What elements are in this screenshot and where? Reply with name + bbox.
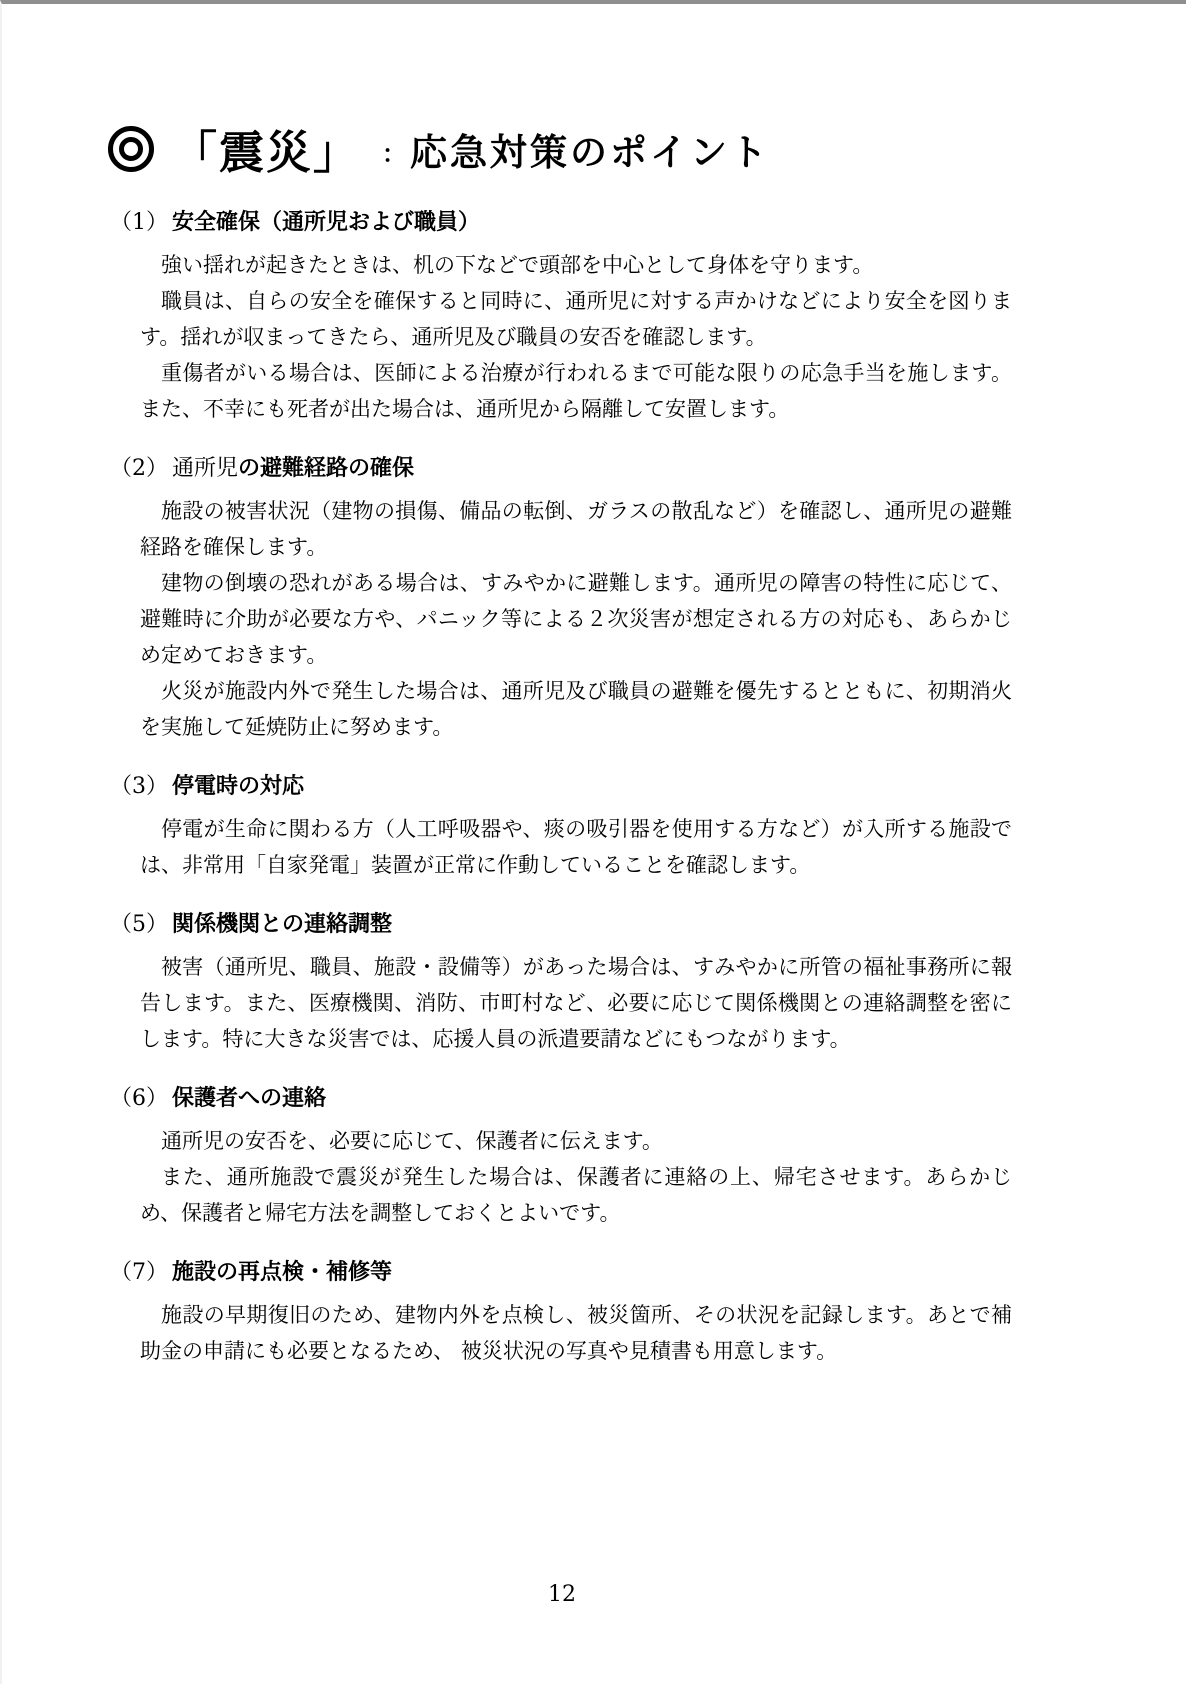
section-heading-text: 施設の再点検・補修等 <box>172 1260 393 1285</box>
section-heading <box>110 1084 1108 1114</box>
paragraph: 施設の被害状況（建物の損傷、備品の転倒、ガラスの散乱など）を確認し、通所児の避難経路を確保します。 <box>140 499 1012 559</box>
section-heading <box>110 208 1108 238</box>
section-number: （6） <box>110 1086 168 1111</box>
double-circle-icon <box>108 126 154 172</box>
section-heading-text: 安全確保（通所児および職員） <box>172 210 481 235</box>
page-title <box>108 116 1108 181</box>
section-number: （3） <box>110 774 168 799</box>
section-power-outage <box>108 772 1108 883</box>
page-number: 12 <box>548 1582 576 1607</box>
section-heading <box>110 1258 1108 1288</box>
section-heading-text: 保護者への連絡 <box>172 1086 327 1111</box>
section-heading-text: 停電時の対応 <box>172 774 305 799</box>
section-number: （2） <box>110 456 168 481</box>
section-number: （1） <box>110 210 168 235</box>
section-guardian-contact <box>108 1084 1108 1231</box>
paragraph: 強い揺れが起きたときは、机の下などで頭部を中心として身体を守ります。 <box>161 253 874 277</box>
section-heading <box>110 772 1108 802</box>
paragraph: 建物の倒壊の恐れがある場合は、すみやかに避難します。通所児の障害の特性に応じて、避難時に介助が必要な方や、パニック等による２次災害が想定される方の対応も、あらかじめ定めておきます。 <box>140 571 1012 667</box>
section-agency-coordination <box>108 910 1108 1057</box>
section-evacuation-route <box>108 454 1108 745</box>
paragraph: 通所児の安否を、必要に応じて、保護者に伝えます。 <box>161 1129 663 1153</box>
title-main-text: 「震災」 <box>172 126 361 179</box>
section-heading-pre: 通所児 <box>172 456 239 481</box>
paragraph: 停電が生命に関わる方（人工呼吸器や、痰の吸引器を使用する方など）が入所する施設では、非常用「自家発電」装置が正常に作動していることを確認します。 <box>140 817 1012 877</box>
section-facility-reinspection <box>108 1258 1108 1369</box>
section-number: （7） <box>110 1260 168 1285</box>
paragraph: また、通所施設で震災が発生した場合は、保護者に連絡の上、帰宅させます。あらかじめ、保護者と帰宅方法を調整しておくとよいです。 <box>140 1165 1012 1225</box>
title-colon: ： <box>382 140 407 168</box>
section-heading <box>110 910 1108 940</box>
paragraph: 職員は、自らの安全を確保すると同時に、通所児に対する声かけなどにより安全を図ります。揺れが収まってきたら、通所児及び職員の安否を確認します。 <box>140 289 1012 349</box>
title-sub-text: 応急対策のポイント <box>410 130 771 174</box>
paragraph: 被害（通所児、職員、施設・設備等）があった場合は、すみやかに所管の福祉事務所に報告します。また、医療機関、消防、市町村など、必要に応じて関係機関との連絡調整を密にします。特に大きな災害では、応援人員の派遣要請などにもつながります。 <box>140 955 1012 1051</box>
section-safety <box>108 208 1108 427</box>
paragraph: 重傷者がいる場合は、医師による治療が行われるまで可能な限りの応急手当を施します。また、不幸にも死者が出た場合は、通所児から隔離して安置します。 <box>140 361 1012 421</box>
section-heading-text: 関係機関との連絡調整 <box>172 912 393 937</box>
paragraph: 施設の早期復旧のため、建物内外を点検し、被災箇所、その状況を記録します。あとで補助金の申請にも必要となるため、 被災状況の写真や見積書も用意します。 <box>140 1303 1012 1363</box>
paragraph: 火災が施設内外で発生した場合は、通所児及び職員の避難を優先するとともに、初期消火を実施して延焼防止に努めます。 <box>140 679 1012 739</box>
section-number: （5） <box>110 912 168 937</box>
section-heading-text: の避難経路の確保 <box>238 456 415 481</box>
section-heading <box>110 454 1108 484</box>
